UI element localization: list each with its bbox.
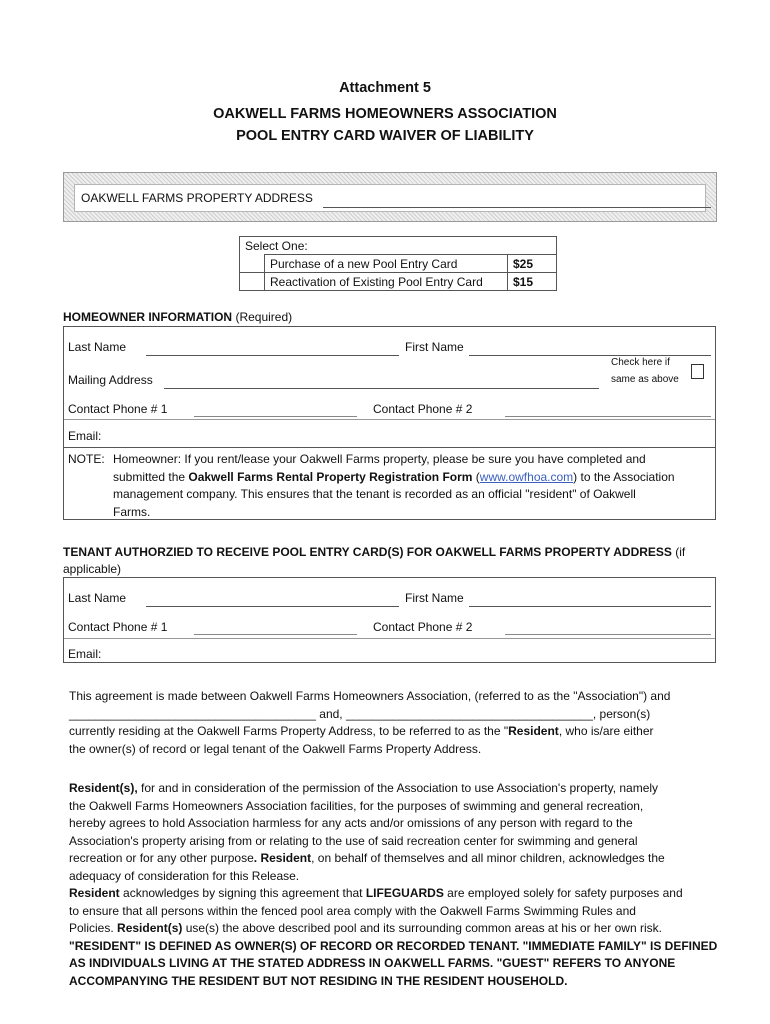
tenant-phone-2-label: Contact Phone # 2 bbox=[373, 620, 473, 634]
divider bbox=[64, 419, 715, 420]
option-1-label: Purchase of a new Pool Entry Card bbox=[265, 255, 508, 273]
same-as-above-checkbox[interactable] bbox=[691, 364, 704, 379]
tenant-first-name-label: First Name bbox=[405, 591, 464, 605]
association-title: OAKWELL FARMS HOMEOWNERS ASSOCIATION bbox=[213, 106, 557, 122]
same-as-above-text-1: Check here if bbox=[611, 357, 670, 368]
homeowner-phone-1-input[interactable] bbox=[194, 416, 357, 417]
mailing-address-input[interactable] bbox=[164, 388, 599, 389]
tenant-last-name-input[interactable] bbox=[146, 606, 399, 607]
tenant-email-label: Email: bbox=[68, 647, 102, 661]
hoa-website-link[interactable]: www.owfhoa.com bbox=[479, 469, 574, 484]
card-option-table bbox=[239, 236, 557, 291]
same-as-above-text-2: same as above bbox=[611, 374, 679, 385]
tenant-phone-2-input[interactable] bbox=[505, 634, 711, 635]
note-line-4: Farms. bbox=[113, 504, 151, 519]
note-line-1: Homeowner: If you rent/lease your Oakwell Farms property, please be sure you have completed and bbox=[113, 452, 646, 466]
property-address-input[interactable] bbox=[323, 207, 711, 208]
homeowner-info-box bbox=[63, 326, 716, 520]
note-line-3: management company. This ensures that the tenant is recorded as an official "resident" of Oakwell bbox=[113, 487, 636, 501]
tenant-first-name-input[interactable] bbox=[469, 606, 711, 607]
property-address-label: OAKWELL FARMS PROPERTY ADDRESS bbox=[81, 191, 313, 205]
mailing-address-label: Mailing Address bbox=[68, 373, 153, 387]
note-prefix: NOTE: bbox=[68, 452, 105, 466]
homeowner-first-name-input[interactable] bbox=[469, 355, 711, 356]
option-1-checkbox-cell[interactable] bbox=[240, 255, 265, 273]
tenant-phone-1-input[interactable] bbox=[194, 634, 357, 635]
homeowner-phone-1-label: Contact Phone # 1 bbox=[68, 402, 168, 416]
homeowner-last-name-label: Last Name bbox=[68, 340, 127, 354]
homeowner-phone-2-label: Contact Phone # 2 bbox=[373, 402, 473, 416]
homeowner-last-name-input[interactable] bbox=[146, 355, 399, 356]
tenant-last-name-label: Last Name bbox=[68, 591, 127, 605]
option-2-checkbox-cell[interactable] bbox=[240, 273, 265, 291]
tenant-info-box bbox=[63, 577, 716, 663]
option-2-label: Reactivation of Existing Pool Entry Card bbox=[265, 273, 508, 291]
divider bbox=[64, 638, 715, 639]
homeowner-heading-required: (Required) bbox=[232, 310, 293, 324]
form-title: POOL ENTRY CARD WAIVER OF LIABILITY bbox=[236, 128, 534, 144]
homeowner-first-name-label: First Name bbox=[405, 340, 464, 354]
homeowner-email-label: Email: bbox=[68, 429, 102, 443]
agreement-paragraph-2: Resident(s), for and in consideration of the permission of the Association to use Association's property, namely the Oakwell Farms Homeowners Association facilities, for the purposes of swimming and general recreation, hereby agrees to hold Association harmless for any acts and/or omissions of any person with regard to the Association's property arising from or relating to the use of said recreation center for swimming and general recreation or for any other purpose. Resident, on behalf of themselves and all minor children, acknowledges the adequacy of consideration for this Release. Resident acknowledges by signing this agreement that LIFEGUARDS are employed solely for safety purposes and to ensure that all persons within the fenced pool area comply with the Oakwell Farms Swimming Rules and Policies. Resident(s) use(s) the above described pool and its surrounding common areas at his or her own risk. "RESIDENT" IS DEFINED AS OWNER(S) OF RECORD OR RECORDED TENANT. "IMMEDIATE FAMILY" IS DEFINED AS INDIVIDUALS LIVING AT THE STATED ADDRESS IN OAKWELL FARMS. "GUEST" REFERS TO ANYONE ACCOMPANYING THE RESIDENT BUT NOT RESIDING IN THE RESIDENT HOUSEHOLD. bbox=[69, 781, 718, 988]
property-address-panel bbox=[74, 184, 706, 212]
homeowner-phone-2-input[interactable] bbox=[505, 416, 711, 417]
tenant-phone-1-label: Contact Phone # 1 bbox=[68, 620, 168, 634]
homeowner-heading bbox=[63, 310, 292, 324]
attachment-label: Attachment 5 bbox=[339, 80, 431, 96]
select-one-heading: Select One: bbox=[240, 237, 557, 255]
property-address-section bbox=[63, 172, 717, 222]
divider bbox=[64, 447, 715, 448]
tenant-heading: TENANT AUTHORZIED TO RECEIVE POOL ENTRY CARD(S) FOR OAKWELL FARMS PROPERTY ADDRESS (if applicable) bbox=[63, 545, 686, 576]
note-line-2: submitted the Oakwell Farms Rental Property Registration Form (www.owfhoa.com) to the Association bbox=[113, 469, 675, 484]
option-1-price: $25 bbox=[508, 255, 557, 273]
homeowner-heading-bold: HOMEOWNER INFORMATION bbox=[63, 310, 233, 324]
agreement-paragraph-1: This agreement is made between Oakwell Farms Homeowners Association, (referred to as the "Association") and _____________________________________ and, _____________________________________, person(s) currently residing at the Oakwell Farms Property Address, to be referred to as the "Resident, who is/are either the owner(s) of record or legal tenant of the Oakwell Farms Property Address. bbox=[69, 689, 671, 756]
option-2-price: $15 bbox=[508, 273, 557, 291]
